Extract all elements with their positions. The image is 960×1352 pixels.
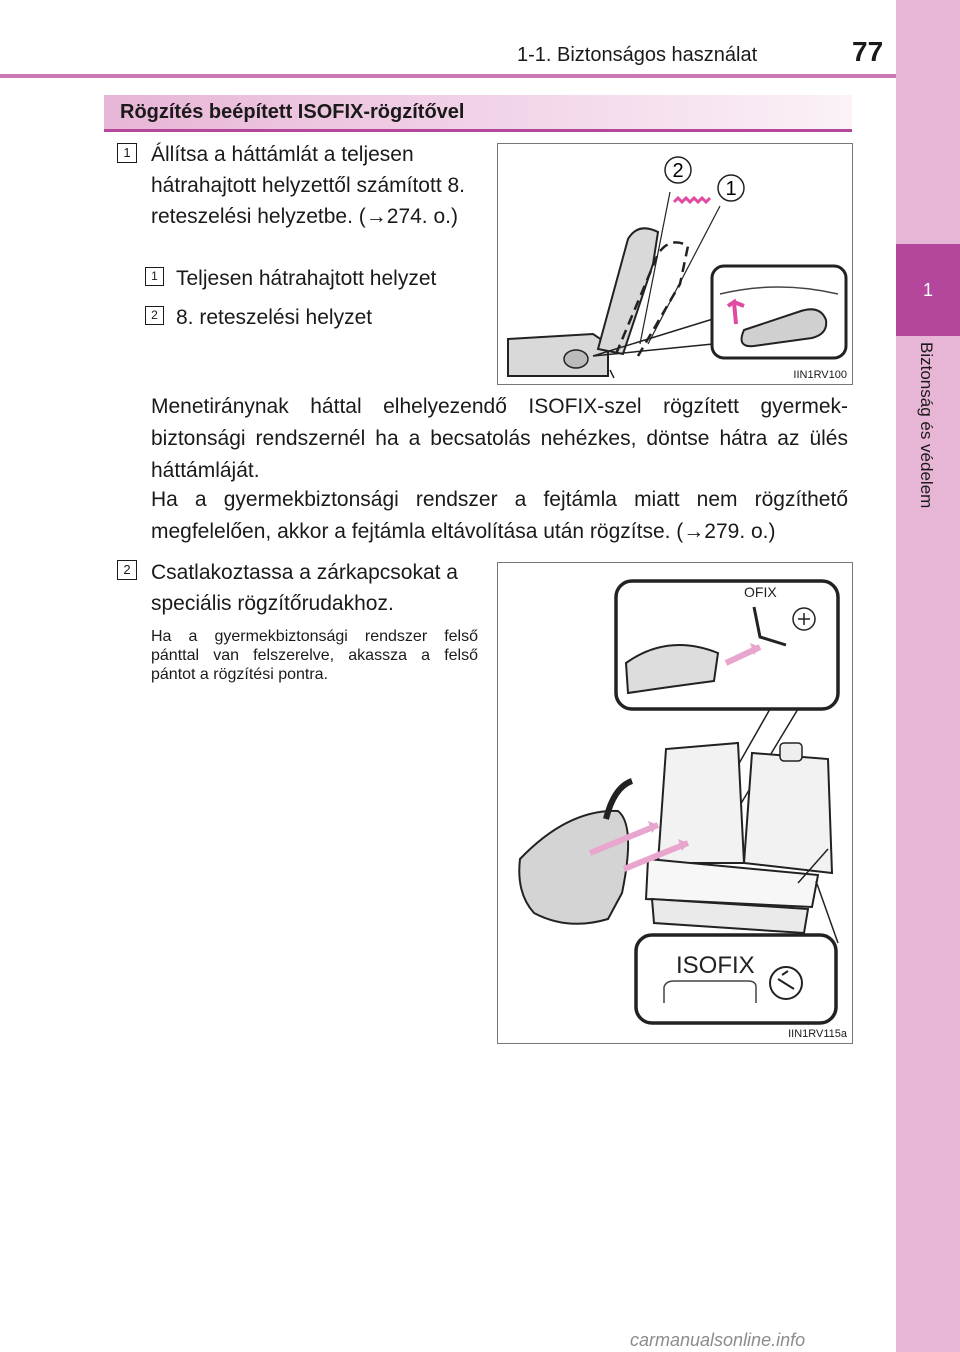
chapter-side-bar: [896, 0, 960, 1352]
figure-id: IIN1RV100: [793, 369, 847, 381]
step-number-box: 2: [117, 560, 137, 580]
seat-recline-illustration: [498, 144, 852, 384]
step-2-text: Csatlakoztassa a zárkapcsokat a speciális rögzítőrudakhoz.: [151, 561, 458, 615]
legend-item-label: 8. reteszelési helyzet: [176, 306, 373, 329]
step-number-box: 1: [117, 143, 137, 163]
legend-item-label: Teljesen hátrahajtott helyzet: [176, 267, 437, 290]
isofix-label: ISOFIX: [676, 952, 755, 979]
figure-callout: 2: [672, 160, 684, 182]
paragraph: Menetiránynak háttal elhelyezendő ISOFIX-szel rögzített gyermek-biztonsági rendszernél ha a becsatolás nehézkes, döntse hátra az ülés háttámláját.: [151, 395, 848, 482]
isofix-label-partial: OFIX: [744, 584, 777, 600]
figure-id: IIN1RV115a: [788, 1028, 847, 1040]
section-heading-bar: [104, 95, 852, 132]
header-rule: [0, 74, 896, 78]
isofix-illustration: [498, 563, 852, 1043]
seat-recline-figure: [497, 143, 853, 385]
chapter-number: 1: [922, 280, 933, 300]
figure-callout: 1: [725, 178, 737, 200]
isofix-figure: [497, 562, 853, 1044]
legend-number-box: 2: [145, 306, 164, 325]
page-number: 77: [852, 36, 884, 67]
step-1-text: Állítsa a háttámlát a teljesen hátrahajtott helyzettől számított 8. reteszelési helyzetbe. (→274. o.): [151, 143, 465, 228]
watermark-footer: carmanualsonline.info: [630, 1330, 806, 1350]
section-title: Rögzítés beépített ISOFIX-rögzítővel: [120, 101, 465, 123]
chapter-title: Biztonság és védelem: [917, 342, 936, 509]
step-2-note: Ha a gyermekbiztonsági rendszer felső pánttal van felszerelve, akassza a felső pántot a rögzítési pontra.: [151, 628, 478, 683]
header-section-title: 1-1. Biztonságos használat: [517, 44, 758, 66]
legend-number-box: 1: [145, 267, 164, 286]
paragraph: Ha a gyermekbiztonsági rendszer a fejtámla miatt nem rögzíthető megfelelően, akkor a fejtámla eltávolítása után rögzítse. (→279. o.): [151, 488, 848, 543]
